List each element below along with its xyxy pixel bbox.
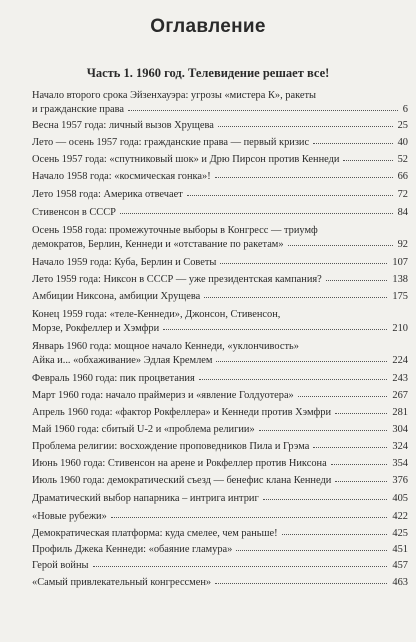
dot-leader	[259, 430, 388, 431]
toc-entry-title: Апрель 1960 года: «фактор Рокфеллера» и Кеннеди против Хэмфри	[32, 407, 332, 418]
dot-leader	[204, 297, 387, 298]
toc-entry-title: Февраль 1960 года: пик процветания	[32, 373, 195, 384]
toc-entry-title: Стивенсон в СССР	[32, 207, 116, 218]
dot-leader	[313, 447, 387, 448]
toc-entry[interactable]	[32, 273, 408, 287]
toc-entry-title: «Новые рубежи»	[32, 511, 107, 522]
toc-entry[interactable]	[32, 440, 408, 454]
toc-entry[interactable]	[32, 340, 408, 368]
toc-entry-title: Айка и... «обхаживание» Эдлая Кремлем	[32, 355, 213, 366]
toc-entry-title: Март 1960 года: начало праймериз и «явление Голдуотера»	[32, 390, 294, 401]
toc-page-number: 72	[397, 189, 408, 200]
page-title: Оглавление	[150, 16, 266, 37]
toc-page-number: 304	[392, 424, 408, 435]
toc-entry-title: Осень 1958 года: промежуточные выборы в Конгресс — триумф	[32, 225, 318, 236]
toc-page-number: 451	[392, 544, 408, 555]
toc-entry-title: Июнь 1960 года: Стивенсон на арене и Рокфеллер против Никсона	[32, 458, 327, 469]
toc-entry[interactable]	[32, 170, 408, 184]
toc-entry[interactable]	[32, 423, 408, 437]
toc-entry-title: Герой войны	[32, 560, 89, 571]
dot-leader	[331, 464, 388, 465]
toc-page-number: 376	[392, 475, 408, 486]
toc-entry-title: Начало 1958 года: «космическая гонка»!	[32, 171, 211, 182]
toc-entry[interactable]	[32, 527, 408, 541]
toc-entry-title: Май 1960 года: сбитый U-2 и «проблема религии»	[32, 424, 255, 435]
toc-entry-title: и гражданские права	[32, 104, 125, 115]
toc-entry-title: Морзе, Рокфеллер и Хэмфри	[32, 323, 160, 334]
dot-leader	[236, 550, 387, 551]
toc-entry-title: Лето 1959 года: Никсон в СССР — уже президентская кампания?	[32, 274, 322, 285]
dot-leader	[218, 126, 393, 127]
toc-entry[interactable]	[32, 89, 408, 117]
toc-page-number: 92	[397, 239, 408, 250]
dot-leader	[128, 110, 398, 111]
toc-page-number: 457	[392, 560, 408, 571]
toc-page-number: 281	[392, 407, 408, 418]
toc-entry-title: Январь 1960 года: мощное начало Кеннеди, «уклончивость»	[32, 341, 299, 352]
dot-leader	[199, 379, 388, 380]
toc-page-number: 210	[392, 323, 408, 334]
toc-entry[interactable]	[32, 457, 408, 471]
toc-entry[interactable]	[32, 543, 408, 557]
toc-page-number: 463	[392, 577, 408, 588]
toc-entry-title: Осень 1957 года: «спутниковый шок» и Дрю Пирсон против Кеннеди	[32, 154, 340, 165]
dot-leader	[220, 263, 387, 264]
toc-page-number: 243	[392, 373, 408, 384]
dot-leader	[215, 177, 393, 178]
toc-entry[interactable]	[32, 510, 408, 524]
dot-leader	[313, 143, 393, 144]
dot-leader	[216, 361, 387, 362]
toc-entry-title: Лето 1958 года: Америка отвечает	[32, 189, 183, 200]
toc-page-number: 25	[397, 120, 408, 131]
toc-page-number: 138	[392, 274, 408, 285]
toc-page-number: 224	[392, 355, 408, 366]
dot-leader	[335, 481, 387, 482]
toc-page-number: 66	[397, 171, 408, 182]
toc-entry[interactable]	[32, 406, 408, 420]
toc-entry-title: Лето — осень 1957 года: гражданские права — первый кризис	[32, 137, 310, 148]
toc-entry-title: Начало 1959 года: Куба, Берлин и Советы	[32, 257, 217, 268]
toc-page-number: 6	[402, 104, 408, 115]
toc-page-number: 422	[392, 511, 408, 522]
dot-leader	[343, 160, 392, 161]
toc-entry-title: Амбиции Никсона, амбиции Хрущева	[32, 291, 201, 302]
toc-entry[interactable]	[32, 290, 408, 304]
dot-leader	[335, 413, 387, 414]
toc-entry-title: Июль 1960 года: демократический съезд — бенефис клана Кеннеди	[32, 475, 332, 486]
toc-page-number: 354	[392, 458, 408, 469]
toc-entry[interactable]	[32, 136, 408, 150]
toc-page-number: 324	[392, 441, 408, 452]
toc-entry-title: Демократическая платформа: куда смелее, чем раньше!	[32, 528, 278, 539]
toc-entry[interactable]	[32, 559, 408, 573]
dot-leader	[120, 213, 393, 214]
dot-leader	[288, 245, 393, 246]
table-of-contents	[32, 86, 408, 590]
toc-page-number: 175	[392, 291, 408, 302]
toc-page-number: 425	[392, 528, 408, 539]
dot-leader	[326, 280, 388, 281]
toc-entry-title: Профиль Джека Кеннеди: «обаяние гламура»	[32, 544, 233, 555]
toc-page-number: 405	[392, 493, 408, 504]
toc-entry[interactable]	[32, 474, 408, 488]
toc-entry[interactable]	[32, 492, 408, 506]
toc-entry-title: Начало второго срока Эйзенхауэра: угрозы «мистера К», ракеты	[32, 90, 317, 101]
toc-entry-title: Весна 1957 года: личный вызов Хрущева	[32, 120, 214, 131]
toc-entry-title: Конец 1959 года: «теле-Кеннеди», Джонсон, Стивенсон,	[32, 309, 281, 320]
toc-entry[interactable]	[32, 308, 408, 336]
toc-entry[interactable]	[32, 224, 408, 252]
toc-page-number: 52	[397, 154, 408, 165]
toc-page-number: 84	[397, 207, 408, 218]
dot-leader	[263, 499, 388, 500]
toc-entry-title: Драматический выбор напарника – интрига интриг	[32, 493, 259, 504]
toc-entry[interactable]	[32, 119, 408, 133]
dot-leader	[93, 566, 388, 567]
toc-entry-title: Проблема религии: восхождение проповедников Пила и Грэма	[32, 441, 310, 452]
dot-leader	[187, 195, 393, 196]
toc-entry[interactable]	[32, 153, 408, 167]
toc-entry-title: демократов, Берлин, Кеннеди и «отставание по ракетам»	[32, 239, 284, 250]
dot-leader	[298, 396, 388, 397]
toc-entry-title: «Самый привлекательный конгрессмен»	[32, 577, 212, 588]
toc-entry[interactable]	[32, 389, 408, 403]
toc-page-number: 40	[397, 137, 408, 148]
toc-page-number: 107	[392, 257, 408, 268]
dot-leader	[215, 583, 387, 584]
toc-page-number: 267	[392, 390, 408, 401]
toc-entry[interactable]	[32, 372, 408, 386]
toc-entry[interactable]	[32, 256, 408, 270]
dot-leader	[163, 329, 387, 330]
dot-leader	[111, 517, 388, 518]
dot-leader	[282, 534, 388, 535]
toc-entry[interactable]	[32, 206, 408, 220]
part-heading: Часть 1. 1960 год. Телевидение решает все!	[86, 66, 330, 80]
toc-entry[interactable]	[32, 576, 408, 590]
toc-entry[interactable]	[32, 188, 408, 202]
